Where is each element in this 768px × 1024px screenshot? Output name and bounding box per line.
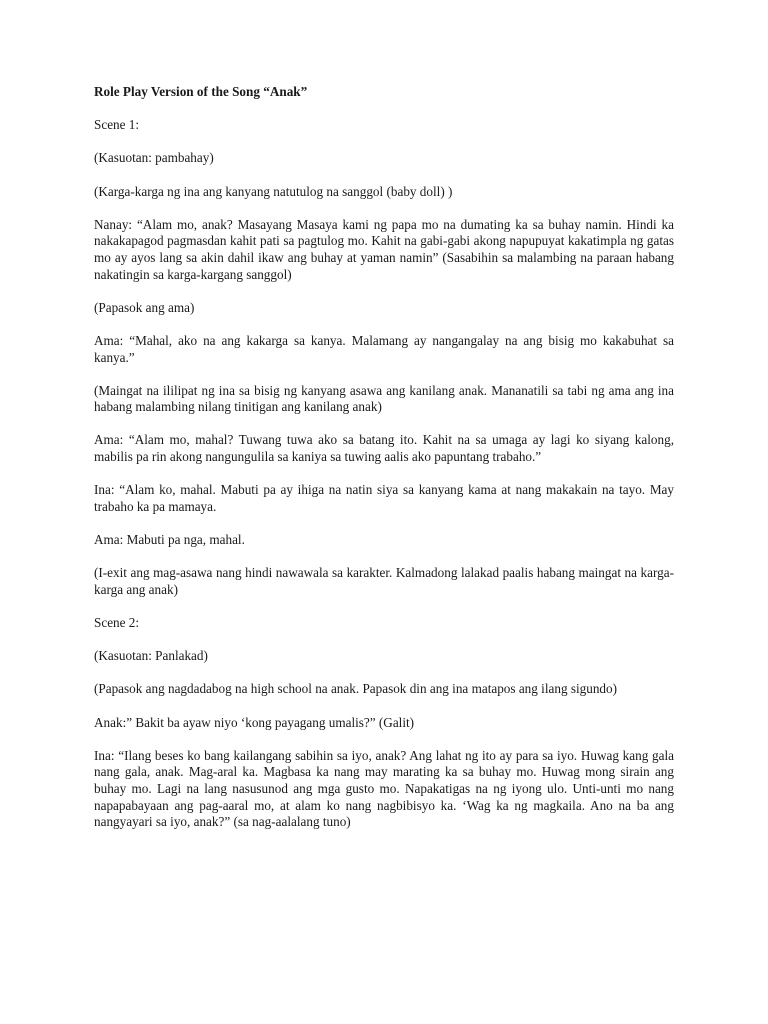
stage-direction: (Maingat na ililipat ng ina sa bisig ng kanyang asawa ang kanilang anak. Mananatili sa tabi ng ama ang ina habang malambing nilang tinitigan ang kanilang anak) bbox=[94, 382, 674, 415]
document-title: Role Play Version of the Song “Anak” bbox=[94, 84, 308, 99]
dialogue-ina: Ina: “Alam ko, mahal. Mabuti pa ay ihiga na natin siya sa kanyang kama at nang makakain na tayo. May trabaho ka pa mamaya. bbox=[94, 482, 674, 514]
stage-direction: (Karga-karga ng ina ang kanyang natutulog na sanggol (baby doll) ) bbox=[94, 183, 453, 199]
dialogue-nanay: Nanay: “Alam mo, anak? Masayang Masaya kami ng papa mo na dumating ka sa buhay namin. Hindi ka nakakapagod pagmasdan kahit pati sa pagtulog mo. Kahit na gabi-gabi akong napupuyat kakatimpla ng gatas mo ay ayos lang sa akin dahil ikaw ang buhay at yaman namin” (Sasabihin sa malambing na paraan habang nakatingin sa karga-kargang sanggol) bbox=[94, 216, 674, 282]
dialogue-ama: Ama: Mabuti pa nga, mahal. bbox=[94, 532, 245, 548]
dialogue-ina: Ina: “Ilang beses ko bang kailangang sabihin sa iyo, anak? Ang lahat ng ito ay para sa iyo. Huwag kang gala nang gala, anak. Mag-aral ka. Magbasa ka nang may marating ka sa buhay mo. Huwag mong sirain ang buhay mo. Lagi na lang nasusunod ang mga gusto mo. Napakatigas na ng iyong ulo. Unti-unti mo nang napapabayaan ang pag-aaral mo, at alam ko nang nagbibisyo ka. ‘Wag ka ng magkaila. Ano na ba ang nangyayari sa iyo, anak?” (sa nag-aalalang tuno) bbox=[94, 747, 674, 830]
costume-note: (Kasuotan: pambahay) bbox=[94, 150, 214, 166]
dialogue-ama: Ama: “Mahal, ako na ang kakarga sa kanya. Malamang ay nangangalay na ang bisig mo kakabuhat sa kanya.” bbox=[94, 332, 674, 365]
scene-2-heading: Scene 2: bbox=[94, 615, 140, 630]
stage-direction: (Papasok ang ama) bbox=[94, 299, 195, 315]
stage-direction: (I-exit ang mag-asawa nang hindi nawawala sa karakter. Kalmadong lalakad paalis habang maingat na karga-karga ang anak) bbox=[94, 565, 674, 597]
document-page bbox=[94, 84, 674, 847]
dialogue-anak: Anak:” Bakit ba ayaw niyo ‘kong payagang umalis?” (Galit) bbox=[94, 714, 415, 730]
scene-1-heading: Scene 1: bbox=[94, 117, 140, 133]
dialogue-ama: Ama: “Alam mo, mahal? Tuwang tuwa ako sa batang ito. Kahit na sa umaga ay lagi ko siyang kalong, mabilis pa rin akong nangungulila sa kaniya sa tuwing aalis ako papuntang trabaho.” bbox=[94, 432, 674, 465]
stage-direction: (Papasok ang nagdadabog na high school na anak. Papasok din ang ina matapos ang ilang sigundo) bbox=[94, 681, 617, 697]
costume-note: (Kasuotan: Panlakad) bbox=[94, 648, 208, 664]
